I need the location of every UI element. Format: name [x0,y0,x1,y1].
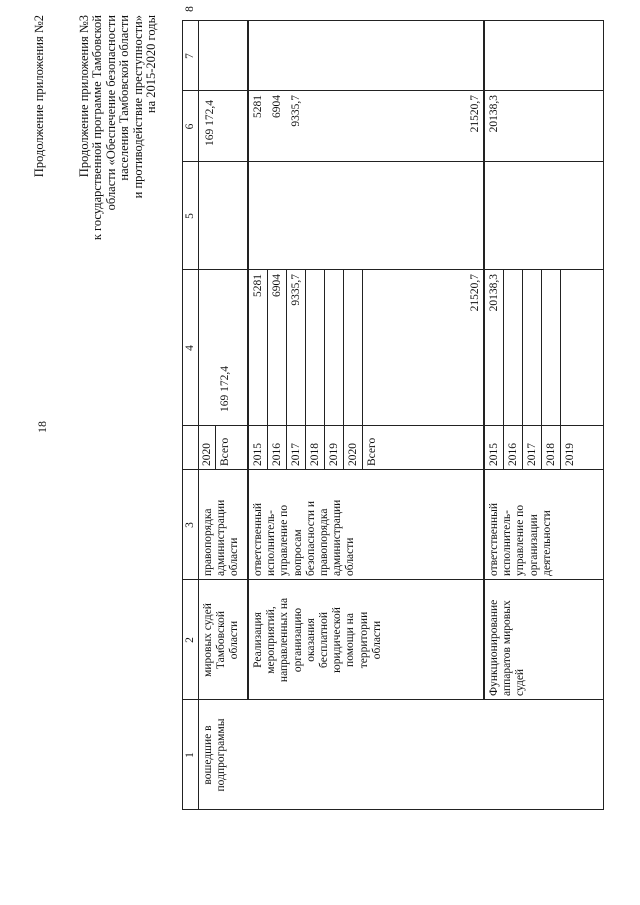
total-value: 21520,7 [469,95,481,133]
year-label: 2018 [545,443,557,466]
header-row-divider [198,20,199,810]
subprogram-name-cell: мировых судей Тамбовской области [202,603,241,677]
subtitle-line: населения Тамбовской области [117,15,132,181]
column-number: 8 [184,6,196,12]
value-cell: 20138,3 [488,274,500,312]
year-divider [560,270,561,470]
table-border-bottom [603,20,604,810]
year-label: 2017 [526,443,538,466]
year-label: 2016 [507,443,519,466]
year-divider [522,270,523,470]
column-divider [182,579,604,580]
subtitle-line: на 2015-2020 годы [144,15,159,114]
year-label: 2017 [290,443,302,466]
appendix-title: Продолжение приложения №2 [32,15,46,178]
total-label: Всего [219,437,231,466]
year-divider [343,270,344,470]
value-cell: 5281 [252,274,264,297]
subtitle-line: и противодействие преступности» [130,15,145,199]
total-label: Всего [366,437,378,466]
year-divider [267,270,268,470]
subtitle-line: области «Обеспечение безопасности [103,15,118,211]
column-divider [182,699,604,700]
page-number: 18 [35,421,49,433]
column-number: 7 [184,53,196,59]
column-number: 2 [184,637,196,643]
program-name-cell: вошедшие в подпрограммы [202,718,228,792]
year-divider [362,270,363,470]
column-divider [182,161,604,162]
subtitle-line: к государственной программе Тамбовской [90,15,105,241]
total-value: 169 172,4 [219,366,231,412]
row-divider [484,20,485,700]
year-divider [286,270,287,470]
year-label: 2020 [201,443,213,466]
year-divider [215,426,216,470]
column-number: 5 [184,213,196,219]
year-label: 2018 [309,443,321,466]
subtitle-line: Продолжение приложения №3 [77,15,91,178]
column-number: 3 [184,522,196,528]
year-divider [503,270,504,470]
budget-table [182,6,604,810]
row-divider [248,20,249,700]
table-border-right [182,20,604,21]
year-divider [305,270,306,470]
activity-name-cell: Реализация мероприятий, направленных на организацию оказания бесплатной юридической помощи на территории области [252,597,383,683]
year-divider [541,270,542,470]
value-cell: 20138,3 [488,95,500,133]
year-label: 2015 [488,443,500,466]
column-divider [182,90,604,91]
executor-cell: правопорядка администрации области [202,499,241,576]
value-cell: 9335,7 [290,95,302,127]
column-number: 1 [184,752,196,758]
column-number: 4 [184,345,196,351]
year-label: 2016 [271,443,283,466]
year-label: 2015 [252,443,264,466]
activity-name-cell: Функционирование аппаратов мировых судей [488,599,527,696]
value-cell: 5281 [252,95,264,118]
executor-cell: ответственный исполнитель- управление по вопросам безопасности и правопорядка администрации области [252,499,357,576]
value-cell: 9335,7 [290,274,302,306]
value-cell: 6904 [271,274,283,297]
column-number: 6 [184,123,196,130]
value-cell: 6904 [271,95,283,118]
executor-cell: ответственный исполнитель- управление по организации деятельности [488,502,553,576]
year-divider [324,270,325,470]
appendix-subtitle [78,15,158,385]
table-border-left [182,809,604,810]
year-label: 2019 [328,443,340,466]
year-label: 2020 [347,443,359,466]
total-value: 21520,7 [469,274,481,312]
total-value-col6: 169 172,4 [204,100,216,146]
year-label: 2019 [564,443,576,466]
table-border-top [182,20,183,810]
